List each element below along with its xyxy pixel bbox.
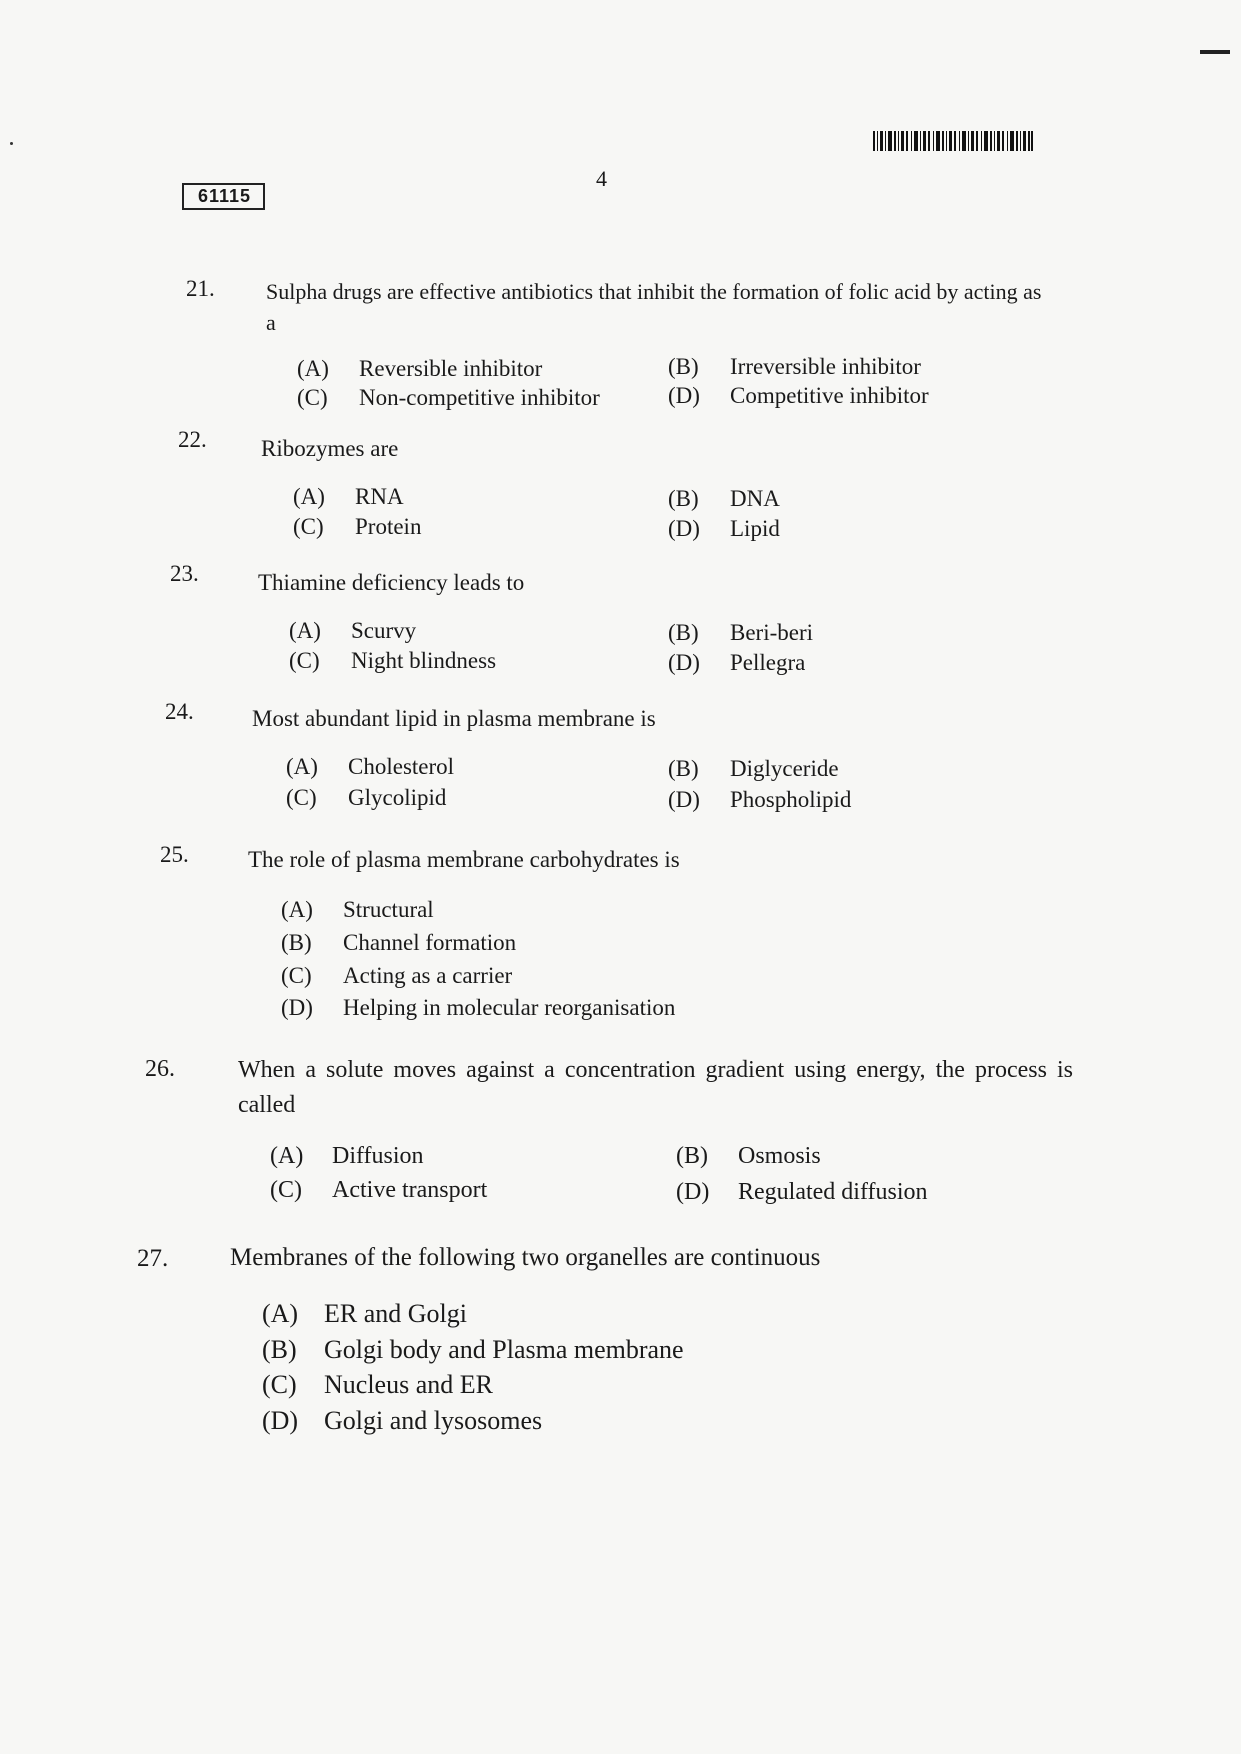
question-number: 23. [170, 561, 199, 586]
option-b[interactable]: (B) Osmosis [676, 1143, 821, 1169]
option-b[interactable]: (B) DNA [668, 486, 780, 511]
option-b[interactable]: (B) Diglyceride [668, 756, 839, 781]
option-d[interactable]: (D) Helping in molecular reorganisation [281, 995, 676, 1020]
option-b[interactable]: (B) Channel formation [281, 930, 517, 955]
question-stem: Most abundant lipid in plasma membrane is [252, 706, 656, 731]
option-c[interactable]: (C) Nucleus and ER [262, 1370, 493, 1399]
question-stem: Ribozymes are [261, 436, 399, 461]
option-a[interactable]: (A) Structural [281, 897, 434, 922]
option-d[interactable]: (D) Lipid [668, 516, 780, 541]
option-b[interactable]: (B) Beri-beri [668, 620, 814, 645]
option-c[interactable]: (C) Active transport [270, 1177, 488, 1203]
page-number: 4 [596, 166, 607, 191]
scan-speck [10, 142, 13, 145]
scan-mark [1200, 50, 1230, 54]
question-stem: When a solute moves against a concentration gradient using energy, the process is called [238, 1057, 1073, 1118]
question-stem: Sulpha drugs are effective antibiotics that inhibit the formation of folic acid by acting as a [266, 279, 1042, 335]
option-c[interactable]: (C) Protein [293, 514, 422, 539]
option-c[interactable]: (C) Acting as a carrier [281, 963, 513, 988]
option-b[interactable]: (B) Irreversible inhibitor [668, 354, 921, 379]
option-a[interactable]: (A) ER and Golgi [262, 1299, 467, 1328]
option-a[interactable]: (A) Diffusion [270, 1143, 424, 1169]
question-stem: Thiamine deficiency leads to [258, 570, 525, 595]
question-number: 21. [186, 276, 215, 301]
barcode-icon [873, 131, 1033, 151]
question-stem: The role of plasma membrane carbohydrates is [248, 847, 680, 872]
question-number: 24. [165, 699, 194, 724]
question-number: 26. [145, 1056, 175, 1082]
option-c[interactable]: (C) Non-competitive inhibitor [297, 385, 600, 410]
option-d[interactable]: (D) Regulated diffusion [676, 1179, 928, 1205]
option-c[interactable]: (C) Night blindness [289, 648, 497, 673]
question-number: 27. [137, 1245, 169, 1272]
option-b[interactable]: (B) Golgi body and Plasma membrane [262, 1335, 684, 1364]
option-d[interactable]: (D) Golgi and lysosomes [262, 1406, 543, 1435]
question-number: 22. [178, 427, 207, 452]
option-d[interactable]: (D) Phospholipid [668, 787, 852, 812]
option-a[interactable]: (A) Reversible inhibitor [297, 356, 543, 381]
paper-code: 61115 [182, 183, 265, 210]
question-stem: Membranes of the following two organelles are continuous [230, 1244, 821, 1271]
option-a[interactable]: (A) Scurvy [289, 618, 417, 643]
option-c[interactable]: (C) Glycolipid [286, 785, 447, 810]
question-number: 25. [160, 842, 189, 867]
option-d[interactable]: (D) Pellegra [668, 650, 806, 675]
option-a[interactable]: (A) RNA [293, 484, 404, 509]
option-a[interactable]: (A) Cholesterol [286, 754, 455, 779]
option-d[interactable]: (D) Competitive inhibitor [668, 383, 929, 408]
